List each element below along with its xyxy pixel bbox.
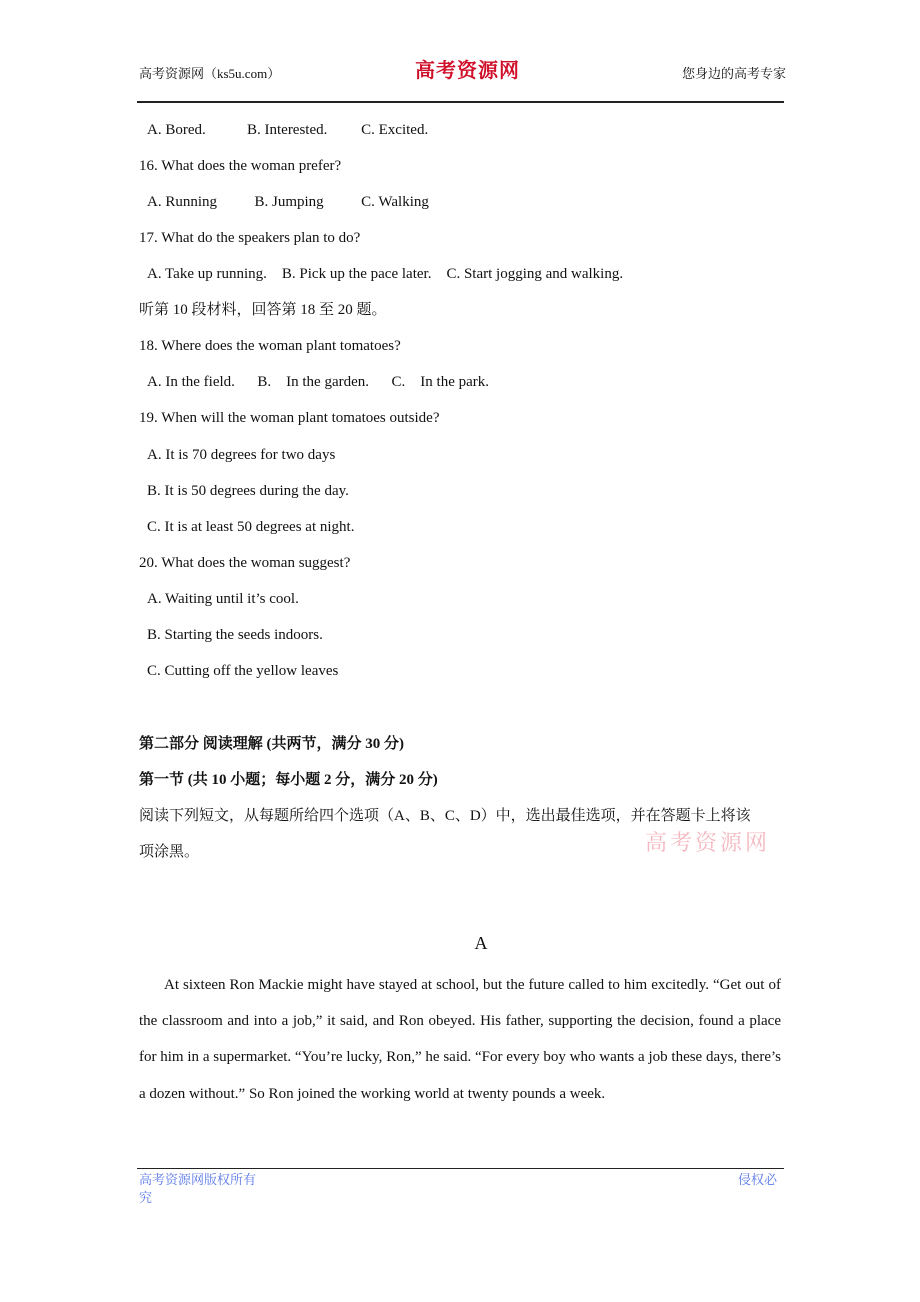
answer-options: B. Starting the seeds indoors. (147, 627, 323, 643)
footer-rights: 侵权必 (738, 1172, 778, 1187)
part-title: 第二部分 阅读理解 (共两节，满分 30 分) (139, 736, 404, 752)
answer-options: B. It is 50 degrees during the day. (147, 483, 349, 499)
header-divider (137, 101, 784, 103)
answer-options: A. Running B. Jumping C. Walking (147, 194, 429, 210)
passage-label: A (474, 933, 488, 953)
answer-options: C. Cutting off the yellow leaves (147, 663, 339, 679)
footer-divider (137, 1168, 784, 1169)
instruction-line-1: 阅读下列短文，从每题所给四个选项（A、B、C、D）中，选出最佳选项，并在答题卡上将该 (139, 808, 751, 824)
watermark: 高考资源网 (645, 831, 771, 856)
answer-options: A. It is 70 degrees for two days (147, 447, 336, 463)
site-logo: 高考资源网 (415, 58, 520, 82)
question-text: 18. Where does the woman plant tomatoes? (139, 338, 401, 354)
section-title: 第一节 (共 10 小题；每小题 2 分，满分 20 分) (139, 772, 438, 788)
instruction-line-2: 项涂黑。 (139, 844, 200, 860)
answer-options: A. Bored. B. Interested. C. Excited. (147, 122, 429, 138)
question-text: 17. What do the speakers plan to do? (139, 230, 361, 246)
question-text: 20. What does the woman suggest? (139, 555, 351, 571)
answer-options: A. Take up running. B. Pick up the pace later. C. Start jogging and walking. (147, 266, 624, 282)
passage-text: At sixteen Ron Mackie might have stayed at school, but the future called to him excitedly. “Get out of the classroom and into a job,” it said, and Ron obeyed. His father, supporting the decision, found a place for him in a supermarket. “You’re lucky, Ron,” he said. “For every boy who wants a job these days, there’s a dozen without.” So Ron joined the working world at twenty pounds a week. (139, 977, 781, 1102)
header-site-name: 高考资源网（ks5u.com） (139, 66, 281, 81)
answer-options: C. It is at least 50 degrees at night. (147, 519, 355, 535)
footer-copyright: 高考资源网版权所有 (139, 1172, 257, 1187)
footer-copyright-cont: 究 (139, 1190, 153, 1205)
header-slogan: 您身边的高考专家 (681, 66, 786, 81)
question-text: 16. What does the woman prefer? (139, 158, 342, 174)
question-text: 19. When will the woman plant tomatoes outside? (139, 410, 440, 426)
answer-options: A. Waiting until it’s cool. (147, 591, 299, 607)
question-text: 听第 10 段材料，回答第 18 至 20 题。 (139, 302, 387, 318)
answer-options: A. In the field. B. In the garden. C. In the park. (147, 374, 490, 390)
